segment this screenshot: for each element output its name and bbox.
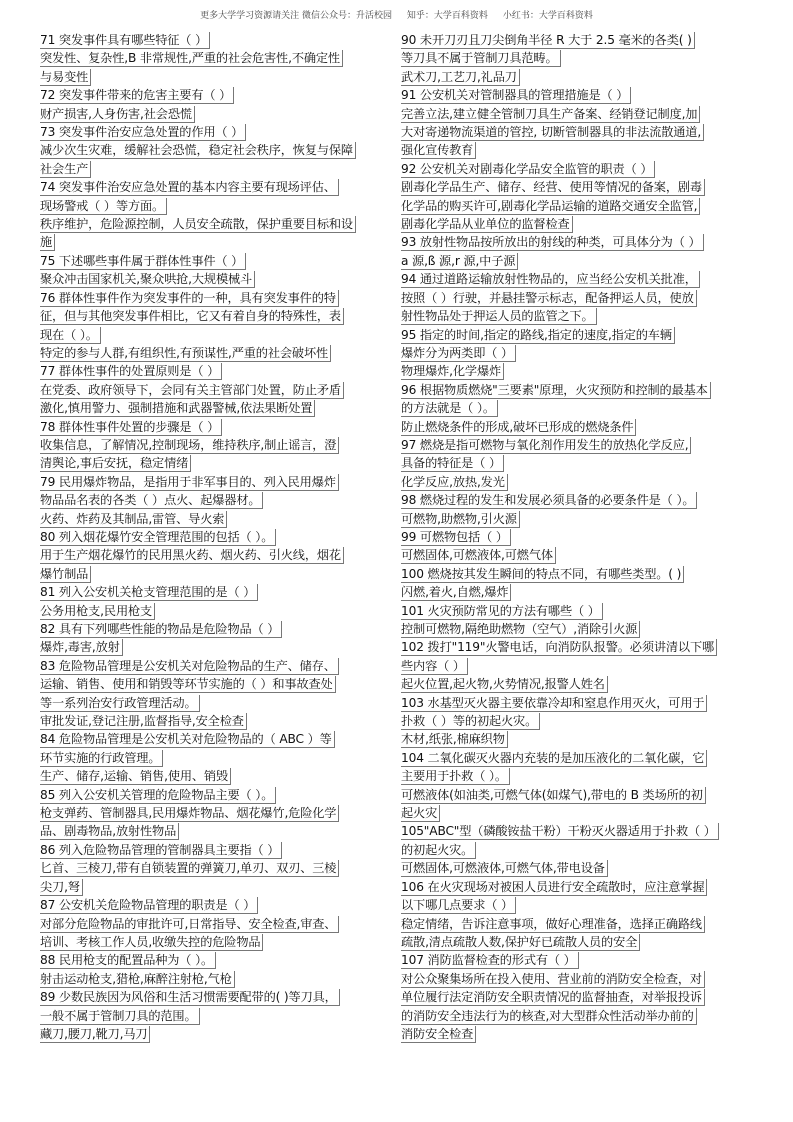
answer-text: 清舆论,事后安抚，稳定情绪	[40, 455, 191, 472]
text-line	[401, 583, 753, 601]
question-text: 78 群体性事件处置的步骤是（ ）	[40, 419, 222, 436]
text-line	[40, 160, 391, 178]
answer-text: 强化宣传教育	[401, 142, 476, 159]
question-text: 94 通过道路运输放射性物品的，应当经公安机关批准，	[401, 271, 700, 288]
right-column	[401, 31, 753, 1043]
text-line	[401, 270, 753, 288]
answer-text: 可燃固体,可燃液体,可燃气体,带电设备	[401, 860, 608, 877]
text-line	[401, 344, 753, 362]
question-text: 98 燃烧过程的发生和发展必须具备的必要条件是（ ）。	[401, 492, 697, 509]
answer-text: 施	[40, 234, 55, 251]
header-xiaohongshu: 小红书：大学百科资料	[502, 11, 593, 21]
question-text: 77 群体性事件的处置原则是（ ）	[40, 363, 222, 380]
answer-text: 聚众冲击国家机关,聚众哄抢,大规模械斗	[40, 271, 255, 288]
question-text: 82 具有下列哪些性能的物品是危险物品（ ）	[40, 621, 282, 638]
text-line	[40, 859, 391, 877]
text-line	[401, 528, 753, 546]
text-line	[401, 197, 753, 215]
text-line	[401, 68, 753, 86]
answer-text: 爆炸分为两类即（ ）	[401, 345, 516, 362]
text-line	[401, 326, 753, 344]
text-line	[40, 841, 391, 859]
answer-text: 等一系列治安行政管理活动。	[40, 695, 200, 712]
text-line	[401, 1025, 753, 1043]
answer-text: 在党委、政府领导下，会同有关主管部门处置，防止矛盾	[40, 382, 344, 399]
text-line	[401, 657, 753, 675]
document-body	[40, 31, 753, 1043]
question-text: 88 民用枪支的配置品种为（ ）。	[40, 952, 216, 969]
text-line	[401, 546, 753, 564]
answer-text: 防止燃烧条件的形成,破坏已形成的燃烧条件	[401, 419, 636, 436]
answer-text: 品、剧毒物品,放射性物品	[40, 823, 179, 840]
answer-text: 与易变性	[40, 69, 91, 86]
answer-text: 可燃液体(如油类,可燃气体(如煤气),带电的 B 类场所的初	[401, 787, 706, 804]
header-zhihu: 知乎：大学百科资料	[406, 11, 488, 21]
text-line	[40, 178, 391, 196]
text-line	[401, 362, 753, 380]
answer-text: 起火位置,起火物,火势情况,报警人姓名	[401, 676, 608, 693]
text-line	[40, 657, 391, 675]
answer-text: 化学品的购买许可,剧毒化学品运输的道路交通安全监管,	[401, 198, 700, 215]
answer-text: 运输、销售、使用和销毁等环节实施的（ ）和事故查处	[40, 676, 336, 693]
text-line	[40, 215, 391, 233]
answer-text: 爆竹制品	[40, 566, 91, 583]
question-text: 81 列入公安机关枪支管理范围的是（ ）	[40, 584, 258, 601]
text-line	[40, 418, 391, 436]
text-line	[40, 473, 391, 491]
text-line	[401, 160, 753, 178]
answer-text: 射击运动枪支,猎枪,麻醉注射枪,气枪	[40, 971, 235, 988]
answer-text: 木材,纸张,棉麻织物	[401, 731, 508, 748]
text-line	[401, 841, 753, 859]
answer-text: 突发性、复杂性,B 非常规性,严重的社会危害性,不确定性	[40, 50, 343, 67]
answer-text: 秩序维护，危险源控制，人员安全疏散，保护重要目标和设	[40, 216, 356, 233]
question-text: 84 危险物品管理是公安机关对危险物品的（ ABC ）等	[40, 731, 335, 748]
question-text: 101 火灾预防常见的方法有哪些（ ）	[401, 603, 603, 620]
question-text: 106 在火灾现场对被困人员进行安全疏散时，应注意掌握	[401, 879, 707, 896]
text-line	[401, 381, 753, 399]
text-line	[40, 86, 391, 104]
answer-text: 单位履行法定消防安全职责情况的监督抽查，对举报投诉	[401, 989, 705, 1006]
answer-text: 藏刀,腰刀,靴刀,马刀	[40, 1026, 150, 1043]
question-text: 87 公安机关危险物品管理的职责是（ ）	[40, 897, 258, 914]
text-line	[401, 399, 753, 417]
text-line	[401, 252, 753, 270]
text-line	[40, 197, 391, 215]
answer-text: 匕首、三棱刀,带有自锁装置的弹簧刀,单刃、双刃、三棱	[40, 860, 339, 877]
question-text: 71 突发事件具有哪些特征（ ）	[40, 32, 210, 49]
text-line	[401, 786, 753, 804]
text-line	[401, 86, 753, 104]
answer-text: 具备的特征是（ ）	[401, 455, 504, 472]
text-line	[401, 105, 753, 123]
text-line	[401, 49, 753, 67]
answer-text: 物品品名表的各类（ ）点火、起爆器材。	[40, 492, 263, 509]
answer-text: 特定的参与人群,有组织性,有预谋性,严重的社会破坏性	[40, 345, 331, 362]
text-line	[40, 399, 391, 417]
text-line	[401, 418, 753, 436]
answer-text: 起火灾	[401, 805, 440, 822]
text-line	[40, 31, 391, 49]
text-line	[401, 289, 753, 307]
answer-text: a 源,ß 源,r 源,中子源	[401, 253, 518, 270]
text-line	[40, 730, 391, 748]
text-line	[40, 326, 391, 344]
answer-text: 的初起火灾。	[401, 842, 476, 859]
text-line	[401, 1007, 753, 1025]
answer-text: 枪支弹药、管制器具,民用爆炸物品、烟花爆竹,危险化学	[40, 805, 339, 822]
answer-text: 的消防安全违法行为的核查,对大型群众性活动举办前的	[401, 1008, 697, 1025]
text-line	[40, 123, 391, 141]
answer-text: 射性物品处于押运人员的监管之下。	[401, 308, 597, 325]
text-line	[401, 896, 753, 914]
answer-text: 爆炸,毒害,放射	[40, 639, 123, 656]
question-text: 76 群体性事件作为突发事件的一种，具有突发事件的特	[40, 290, 339, 307]
text-line	[40, 896, 391, 914]
question-text: 75 下述哪些事件属于群体性事件（ ）	[40, 253, 246, 270]
answer-text: 对部分危险物品的审批许可,日常指导、安全检查,审查、	[40, 916, 339, 933]
text-line	[401, 307, 753, 325]
answer-text: 主要用于扑救（ ）。	[401, 768, 510, 785]
text-line	[401, 473, 753, 491]
text-line	[40, 510, 391, 528]
question-text: 73 突发事件治安应急处置的作用（ ）	[40, 124, 246, 141]
question-text: 97 燃烧是指可燃物与氧化剂作用发生的放热化学反应,	[401, 437, 691, 454]
text-line	[40, 289, 391, 307]
text-line	[40, 1025, 391, 1043]
question-text: 83 危险物品管理是公安机关对危险物品的生产、储存、	[40, 658, 339, 675]
text-line	[40, 933, 391, 951]
answer-text: 的方法就是（ ）。	[401, 400, 498, 417]
text-line	[401, 602, 753, 620]
answer-text: 疏散,清点疏散人数,保护好已疏散人员的安全	[401, 934, 640, 951]
text-line	[40, 878, 391, 896]
text-line	[401, 638, 753, 656]
answer-text: 激化,慎用警力、强制措施和武器警械,依法果断处置	[40, 400, 315, 417]
question-text: 105"ABC"型（磷酸铵盐干粉）干粉灭火器适用于扑救（ ）	[401, 823, 719, 840]
text-line	[401, 915, 753, 933]
text-line	[40, 988, 391, 1006]
text-line	[401, 233, 753, 251]
question-text: 104 二氧化碳灭火器内充装的是加压液化的二氧化碳，它	[401, 750, 707, 767]
text-line	[40, 565, 391, 583]
text-line	[40, 583, 391, 601]
answer-text: 现场警戒（ ）等方面。	[40, 198, 167, 215]
text-line	[401, 565, 753, 583]
text-line	[401, 694, 753, 712]
answer-text: 大对寄递物流渠道的管控, 切断管制器具的非法流散通道,	[401, 124, 704, 141]
page-header	[0, 8, 793, 21]
answer-text: 生产、储存,运输、销售,使用、销毁	[40, 768, 231, 785]
question-text: 92 公安机关对剧毒化学品安全监管的职责（ ）	[401, 161, 655, 178]
text-line	[40, 270, 391, 288]
text-line	[401, 951, 753, 969]
answer-text: 消防安全检查	[401, 1026, 476, 1043]
text-line	[401, 749, 753, 767]
question-text: 95 指定的时间,指定的路线,指定的速度,指定的车辆	[401, 327, 675, 344]
answer-text: 控制可燃物,隔绝助燃物（空气）,消除引火源	[401, 621, 640, 638]
text-line	[401, 215, 753, 233]
answer-text: 闪燃,着火,自燃,爆炸	[401, 584, 511, 601]
question-text: 79 民用爆炸物品，是指用于非军事目的、列入民用爆炸	[40, 474, 339, 491]
text-line	[401, 767, 753, 785]
answer-text: 培训、考核工作人员,收缴失控的危险物品	[40, 934, 263, 951]
question-text: 74 突发事件治安应急处置的基本内容主要有现场评估、	[40, 179, 339, 196]
text-line	[401, 123, 753, 141]
question-text: 86 列入危险物品管理的管制器具主要指（ ）	[40, 842, 282, 859]
text-line	[40, 381, 391, 399]
text-line	[40, 528, 391, 546]
question-text: 100 燃烧按其发生瞬间的特点不同，有哪些类型。( )	[401, 566, 684, 583]
answer-text: 可燃物,助燃物,引火源	[401, 511, 520, 528]
answer-text: 现在（ ）。	[40, 327, 101, 344]
left-column	[40, 31, 391, 1043]
text-line	[40, 105, 391, 123]
answer-text: 完善立法,建立健全管制刀具生产备案、经销登记制度,加	[401, 106, 700, 123]
question-text: 103 水基型灭火器主要依靠冷却和窒息作用灭火，可用于	[401, 695, 707, 712]
answer-text: 稳定情绪，告诉注意事项，做好心理准备，选择正确路线	[401, 916, 705, 933]
text-line	[401, 436, 753, 454]
text-line	[40, 786, 391, 804]
text-line	[40, 68, 391, 86]
question-text: 90 未开刀刃且刀尖倒角半径 R 大于 2.5 毫米的各类( )	[401, 32, 695, 49]
text-line	[401, 933, 753, 951]
answer-text: 等刀具不属于管制刀具范畴。	[401, 50, 561, 67]
question-text: 102 拨打"119"火警电话，向消防队报警。必须讲清以下哪	[401, 639, 717, 656]
answer-text: 财产损害,人身伤害,社会恐慌	[40, 106, 195, 123]
answer-text: 公务用枪支,民用枪支	[40, 603, 155, 620]
text-line	[401, 675, 753, 693]
question-text: 107 消防监督检查的形式有（ ）	[401, 952, 579, 969]
header-wechat: 更多大学学习资源请关注 微信公众号：升活校园	[200, 11, 393, 21]
text-line	[40, 454, 391, 472]
text-line	[40, 804, 391, 822]
text-line	[40, 1007, 391, 1025]
text-line	[40, 675, 391, 693]
answer-text: 剧毒化学品生产、储存、经营、使用等情况的备案，剧毒	[401, 179, 705, 196]
question-text: 93 放射性物品按所放出的射线的种类，可具体分为（ ）	[401, 234, 704, 251]
text-line	[401, 31, 753, 49]
answer-text: 尖刀,弩	[40, 879, 83, 896]
text-line	[40, 638, 391, 656]
text-line	[401, 730, 753, 748]
answer-text: 社会生产	[40, 161, 91, 178]
answer-text: 以下哪几点要求（ ）	[401, 897, 516, 914]
answer-text: 化学反应,放热,发光	[401, 474, 508, 491]
text-line	[40, 694, 391, 712]
answer-text: 减少次生灾难，缓解社会恐慌，稳定社会秩序，恢复与保障	[40, 142, 356, 159]
answer-text: 对公众聚集场所在投入使用、营业前的消防安全检查，对	[401, 971, 705, 988]
question-text: 80 列入烟花爆竹安全管理范围的包括（ ）。	[40, 529, 276, 546]
text-line	[40, 970, 391, 988]
text-line	[401, 988, 753, 1006]
text-line	[40, 491, 391, 509]
text-line	[401, 620, 753, 638]
text-line	[40, 712, 391, 730]
answer-text: 收集信息，了解情况,控制现场，维持秩序,制止谣言，澄	[40, 437, 339, 454]
answer-text: 一般不属于管制刀具的范围。	[40, 1008, 200, 1025]
text-line	[401, 510, 753, 528]
answer-text: 剧毒化学品从业单位的监督检查	[401, 216, 573, 233]
text-line	[40, 602, 391, 620]
text-line	[40, 362, 391, 380]
text-line	[401, 491, 753, 509]
answer-text: 扑救（ ）等的初起火灾。	[401, 713, 540, 730]
text-line	[40, 344, 391, 362]
question-text: 72 突发事件带来的危害主要有（ ）	[40, 87, 234, 104]
answer-text: 按照（ ）行驶，并悬挂警示标志，配备押运人员，使放	[401, 290, 697, 307]
answer-text: 征，但与其他突发事件相比，它又有着自身的特殊性，表	[40, 308, 344, 325]
answer-text: 火药、炸药及其制品,雷管、导火索	[40, 511, 227, 528]
text-line	[401, 454, 753, 472]
question-text: 89 少数民族因为风俗和生活习惯需要配带的( )等刀具，	[40, 989, 340, 1006]
text-line	[40, 141, 391, 159]
text-line	[401, 712, 753, 730]
text-line	[40, 749, 391, 767]
text-line	[40, 252, 391, 270]
text-line	[40, 767, 391, 785]
text-line	[40, 307, 391, 325]
answer-text: 审批发证,登记注册,监督指导,安全检查	[40, 713, 247, 730]
text-line	[40, 546, 391, 564]
answer-text: 些内容（ ）	[401, 658, 468, 675]
text-line	[40, 951, 391, 969]
question-text: 85 列入公安机关管理的危险物品主要（ ）。	[40, 787, 276, 804]
answer-text: 武术刀,工艺刀,礼品刀	[401, 69, 520, 86]
text-line	[401, 970, 753, 988]
answer-text: 用于生产烟花爆竹的民用黑火药、烟火药、引火线，烟花	[40, 547, 344, 564]
answer-text: 可燃固体,可燃液体,可燃气体	[401, 547, 556, 564]
text-line	[401, 178, 753, 196]
text-line	[401, 804, 753, 822]
question-text: 91 公安机关对管制器具的管理措施是（ ）	[401, 87, 631, 104]
text-line	[401, 859, 753, 877]
text-line	[40, 233, 391, 251]
text-line	[40, 436, 391, 454]
question-text: 96 根据物质燃烧"三要素"原理，火灾预防和控制的最基本	[401, 382, 711, 399]
text-line	[40, 620, 391, 638]
text-line	[401, 141, 753, 159]
question-text: 99 可燃物包括（ ）	[401, 529, 511, 546]
text-line	[401, 822, 753, 840]
text-line	[40, 822, 391, 840]
text-line	[40, 915, 391, 933]
text-line	[40, 49, 391, 67]
text-line	[401, 878, 753, 896]
answer-text: 物理爆炸,化学爆炸	[401, 363, 504, 380]
answer-text: 环节实施的行政管理。	[40, 750, 163, 767]
